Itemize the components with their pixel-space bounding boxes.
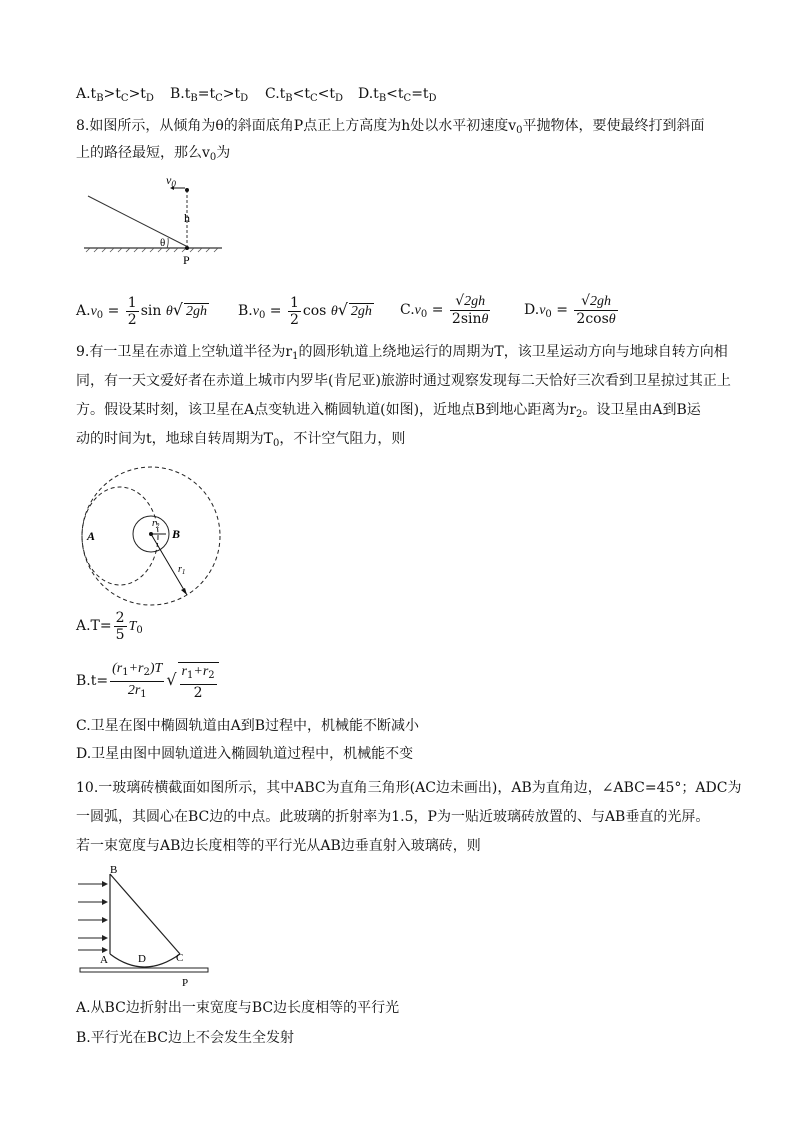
subscript: D	[240, 93, 249, 104]
text: 。设卫星由A到B运	[582, 402, 701, 418]
var-v: v	[414, 303, 421, 318]
subscript: D	[145, 93, 154, 104]
radical-icon: √	[581, 292, 591, 309]
r1-label: $r_1$	[178, 564, 186, 576]
text: 8.如图所示，从倾角为θ的斜面底角P点正上方高度为h处以水平初速度v	[76, 118, 517, 134]
fraction: $\frac{1}{2}$	[289, 294, 299, 328]
q9-option-c: C.卫星在图中椭圆轨道由A到B过程中，机械能不断减小	[76, 718, 420, 734]
q9-option-d: D.卫星由图中圆轨道进入椭圆轨道过程中，机械能不变	[76, 746, 414, 762]
subscript: D	[428, 93, 437, 104]
q9-stem-line1	[76, 342, 728, 367]
p-label: P	[182, 977, 189, 989]
text: 上的路径最短，那么v	[76, 145, 210, 161]
text: <t	[292, 86, 311, 102]
point-p	[185, 246, 189, 250]
subscript: C	[215, 93, 223, 104]
subscript: 0	[258, 310, 266, 321]
text: 动的时间为t，地球自转周期为T	[76, 431, 273, 447]
q9-figure	[78, 464, 223, 609]
bc-edge	[110, 874, 180, 954]
subscript: 1	[292, 351, 299, 362]
arrow-head-icon	[181, 588, 187, 595]
radicand: 2gh	[185, 304, 207, 319]
radicand: 2gh	[350, 304, 372, 319]
q9-stem-line4	[76, 429, 405, 454]
text: <t	[317, 86, 336, 102]
option-label: D.	[524, 302, 540, 318]
a-label: A	[100, 954, 108, 966]
subscript: B	[96, 93, 104, 104]
q9-stem-line3	[76, 400, 701, 425]
fraction: $\frac{√2gh}{2\cos\theta}$	[576, 292, 616, 327]
v0-label: $v_0$	[166, 173, 176, 189]
fraction: $\frac{√2gh}{2\sin\theta}$	[451, 292, 489, 327]
r2-label: $r_2$	[152, 518, 160, 530]
light-rays	[78, 884, 104, 938]
text: 方。假设某时刻，该卫星在A点变轨进入椭圆轨道(如图)，近地点B到地心距离为r	[76, 402, 577, 418]
text: =t	[197, 86, 216, 102]
q10-option-a: A.从BC边折射出一束宽度与BC边长度相等的平行光	[76, 1000, 400, 1016]
subscript: C	[310, 93, 318, 104]
text: 为	[216, 145, 231, 161]
text: B.t	[170, 86, 191, 102]
subscript: 0	[209, 152, 217, 163]
q8-option-a	[76, 290, 209, 336]
ground-hatching	[86, 248, 218, 252]
subscript: B	[190, 93, 198, 104]
fraction: $\frac{(r_1+r_2)T}{2r_1}$	[112, 660, 163, 700]
text: =t	[411, 86, 429, 102]
launch-point	[185, 188, 189, 192]
b-label: B	[172, 527, 181, 541]
p-label: P	[183, 253, 190, 267]
text: 平抛物体，要使最终打到斜面	[522, 118, 705, 134]
radical-icon: √	[455, 292, 465, 309]
q10-stem-line3: 若一束宽度与AB边长度相等的平行光从AB边垂直射入玻璃砖，则	[76, 838, 481, 854]
subscript: B	[285, 93, 293, 104]
q8-stem-line2	[76, 143, 230, 168]
radical-icon: √	[172, 300, 183, 319]
q9-stem-line2	[76, 371, 731, 391]
q7-option-a	[76, 84, 154, 109]
subscript: C	[120, 93, 129, 104]
screen-p	[80, 968, 208, 972]
theta: θ	[330, 304, 338, 319]
q7-option-b	[170, 84, 248, 109]
text: >t	[103, 86, 121, 102]
q8-stem-line1	[76, 116, 705, 141]
theta-label: θ	[160, 237, 166, 249]
text: 的圆形轨道上绕地运行的周期为T，该卫星运动方向与地球自转方向相	[298, 344, 728, 360]
subscript: B	[378, 93, 387, 104]
text: D.t	[358, 86, 379, 102]
text: 同，有一天文爱好者在赤道上城市内罗毕(肯尼亚)旅游时通过观察发现每二天恰好三次看到卫星掠过其正上	[76, 373, 731, 389]
q7-option-c	[265, 84, 343, 109]
b-label: B	[110, 864, 118, 876]
text: C.t	[265, 86, 286, 102]
q9-option-a	[76, 606, 143, 651]
text: ，不计空气阻力，则	[279, 431, 406, 447]
equals: =	[427, 302, 448, 318]
subscript: 2	[576, 409, 583, 420]
text: 9.有一卫星在赤道上空轨道半径为r	[76, 344, 293, 360]
q10-figure	[76, 862, 216, 992]
q10-option-b: B.平行光在BC边上不会发生全发射	[76, 1030, 294, 1046]
text: <t	[386, 86, 404, 102]
q7-option-d	[358, 84, 437, 109]
func: sin	[140, 303, 162, 319]
var-v: v	[539, 303, 546, 318]
option-label: B.	[238, 303, 253, 319]
q10-stem-line2: 一圆弧，其圆心在BC边的中点。此玻璃的折射率为1.5，P为一贴近玻璃砖放置的、与AB垂直的光屏。	[76, 809, 710, 825]
fraction: $\frac{1}{2}$	[127, 294, 137, 328]
c-label: C	[176, 952, 184, 964]
q8-option-b	[238, 290, 374, 336]
option-label: C.	[400, 302, 415, 318]
a-label: A	[87, 529, 96, 543]
q8-option-c	[400, 290, 492, 335]
subscript: 0	[136, 625, 143, 636]
subscript: 0	[516, 125, 523, 136]
theta: θ	[165, 304, 173, 319]
d-label: D	[138, 953, 146, 965]
text: >t	[222, 86, 241, 102]
fraction: $\frac{2}{5}$	[115, 609, 125, 643]
option-label: B.t=	[76, 673, 109, 689]
radical-icon: √	[166, 670, 177, 689]
var-v: v	[252, 304, 259, 319]
subscript: 0	[545, 309, 552, 320]
equals: =	[103, 303, 124, 319]
q10-stem-line1: 10.一玻璃砖横截面如图所示，其中ABC为直角三角形(AC边未画出)，AB为直角边，∠ABC=45°；ADC为	[76, 780, 742, 796]
option-label: A.T=	[76, 618, 112, 634]
radicand-fraction: $\frac{r_1+r_2}{2}$	[178, 662, 219, 701]
func: cos	[302, 303, 327, 319]
q8-figure	[82, 170, 232, 270]
equals: =	[265, 303, 286, 319]
text: >t	[128, 86, 146, 102]
q8-option-d	[524, 290, 620, 335]
h-label: h	[184, 211, 190, 225]
var-v: v	[90, 304, 97, 319]
angle-arc	[167, 238, 168, 248]
subscript: 0	[420, 309, 428, 320]
text: A.t	[76, 86, 97, 102]
q9-option-b	[76, 658, 221, 703]
var-t: T	[128, 619, 137, 634]
subscript: C	[403, 93, 412, 104]
ray-arrow-icons	[102, 881, 108, 953]
option-label: A.	[76, 303, 91, 319]
radical-icon: √	[337, 300, 348, 319]
subscript: 0	[96, 310, 104, 321]
subscript: 0	[272, 438, 280, 449]
incline-line	[88, 196, 186, 246]
subscript: D	[335, 93, 344, 104]
equals: =	[551, 302, 573, 318]
